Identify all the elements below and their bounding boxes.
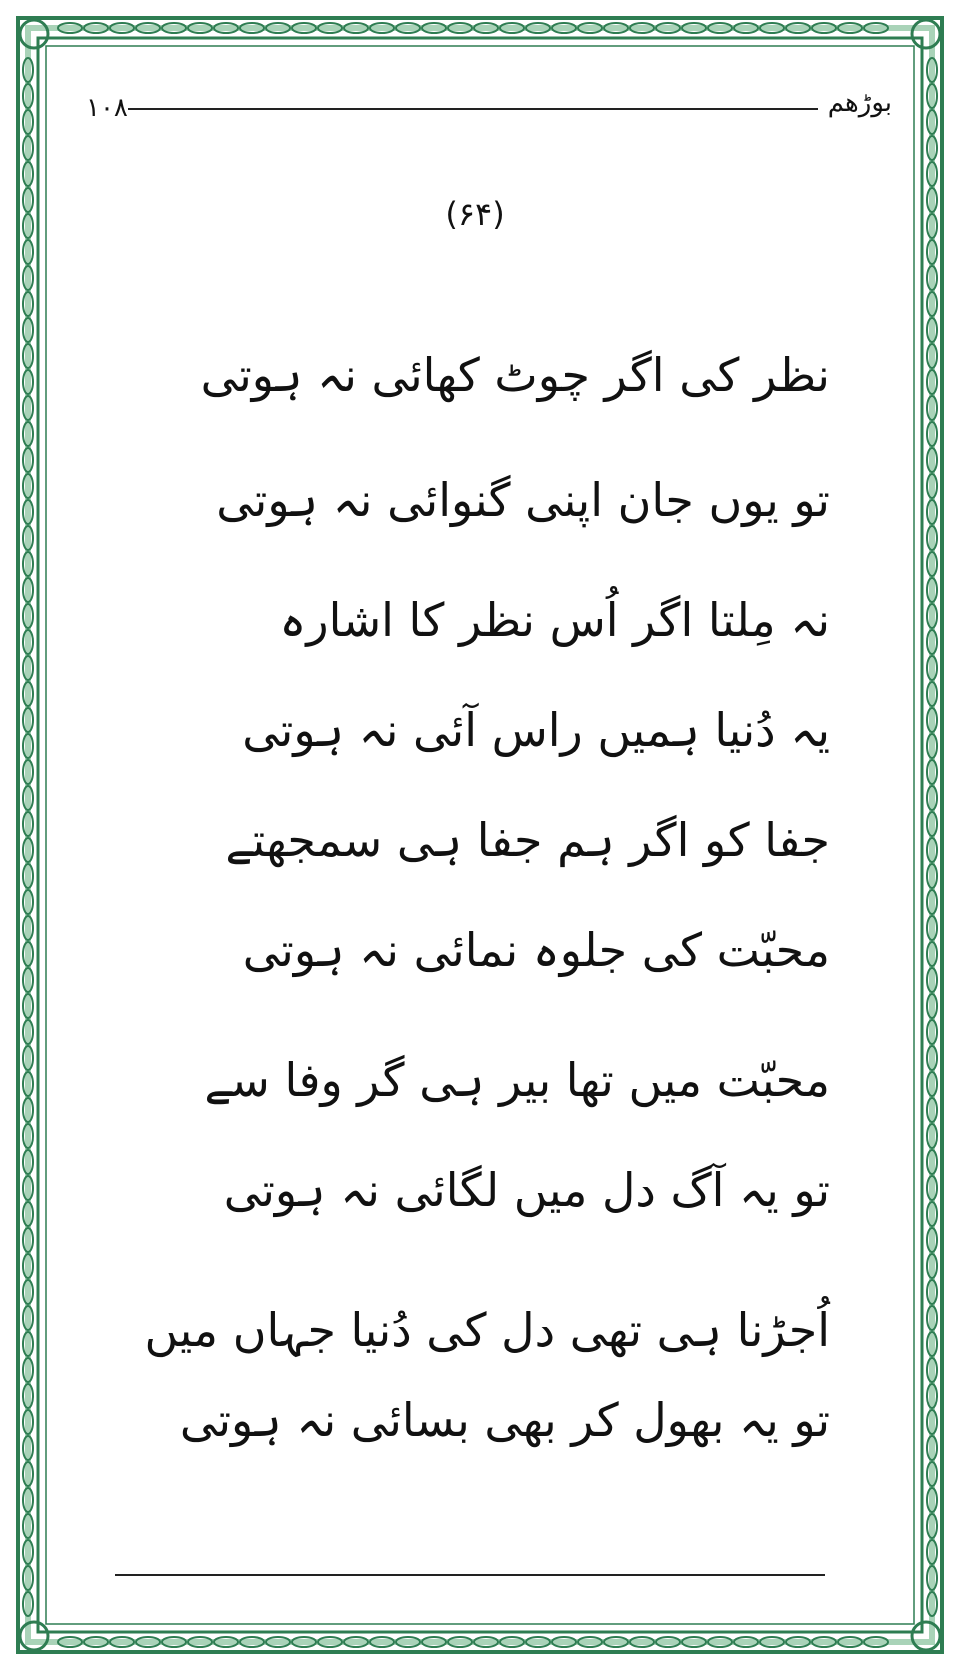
poem-line: تو یہ آگ دل میں لگائی نہ ہوتی <box>223 1163 830 1217</box>
poem-line: یہ دُنیا ہمیں راس آئی نہ ہوتی <box>242 703 830 757</box>
footer-divider <box>115 1574 825 1576</box>
poem-line: جفا کو اگر ہم جفا ہی سمجھتے <box>225 813 830 867</box>
poem-line: تو یوں جان اپنی گنوائی نہ ہوتی <box>216 473 830 527</box>
poem-line: اُجڑنا ہی تھی دل کی دُنیا جہاں میں <box>144 1303 830 1357</box>
poem-line: محبّت میں تھا بیر ہی گر وفا سے <box>204 1053 830 1107</box>
poem-line: نہ مِلتا اگر اُس نظر کا اشارہ <box>279 593 830 647</box>
page-number: ۱۰۸ <box>86 93 128 123</box>
header-divider <box>128 108 818 110</box>
poem-line: نظر کی اگر چوٹ کھائی نہ ہوتی <box>200 348 830 402</box>
poem-number: (۶۴) <box>445 195 505 233</box>
poem-line: محبّت کی جلوہ نمائی نہ ہوتی <box>242 923 830 977</box>
header-title: بوڑھم <box>827 88 892 118</box>
poem-line: تو یہ بھول کر بھی بسائی نہ ہوتی <box>179 1393 830 1447</box>
